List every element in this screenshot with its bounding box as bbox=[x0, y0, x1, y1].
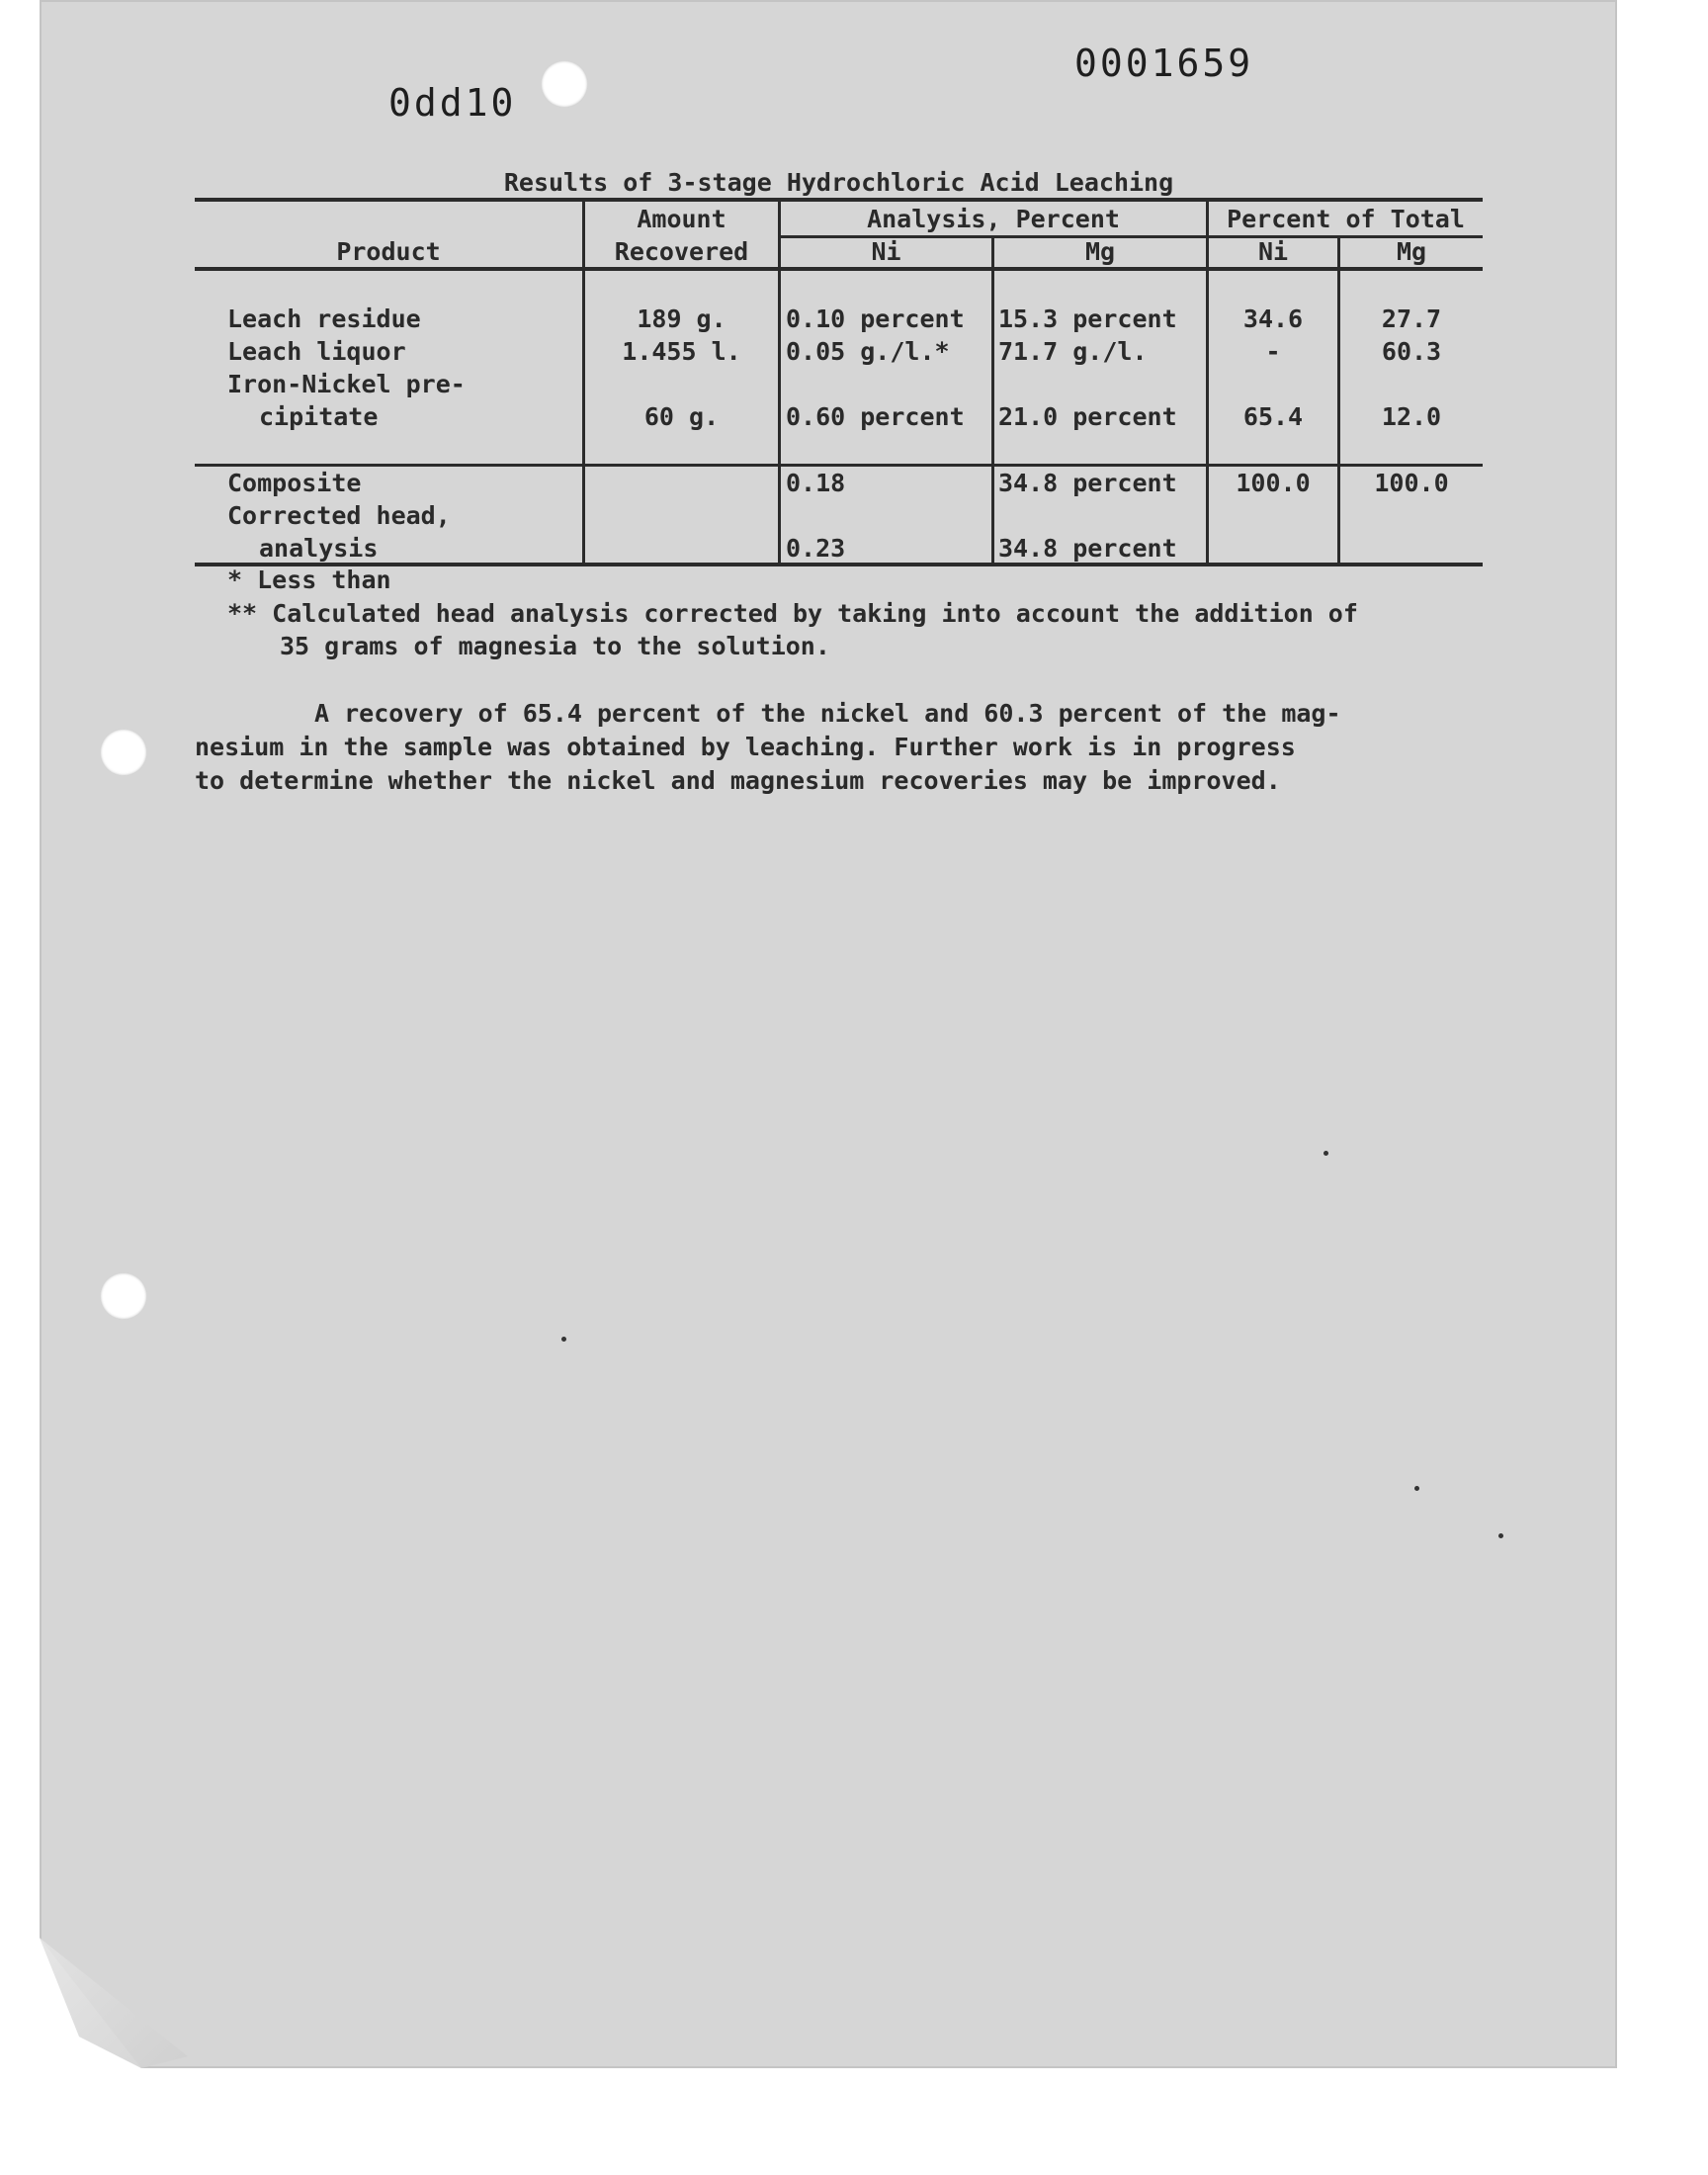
header-bottom-rule bbox=[195, 267, 1483, 271]
row2-ni: 0.05 g./l.* bbox=[786, 337, 950, 366]
body-paragraph-line2: nesium in the sample was obtained by leaching. Further work is in progress bbox=[195, 733, 1296, 761]
footnote-star: * Less than bbox=[227, 566, 391, 594]
row1-product: Leach residue bbox=[227, 304, 421, 333]
row2-product: Leach liquor bbox=[227, 337, 406, 366]
header-product: Product bbox=[336, 237, 441, 266]
footnote-double-star-line1: ** Calculated head analysis corrected by taking into account the addition of bbox=[227, 599, 1358, 628]
row1-pct-ni: 34.6 bbox=[1242, 304, 1304, 333]
row3-pct-ni: 65.4 bbox=[1242, 402, 1304, 431]
body-bottom-rule bbox=[195, 464, 1483, 467]
row1-mg: 15.3 percent bbox=[998, 304, 1177, 333]
corrected-ni: 0.23 bbox=[786, 534, 846, 563]
composite-mg: 34.8 percent bbox=[998, 469, 1177, 497]
speck bbox=[1414, 1486, 1419, 1491]
speck bbox=[1498, 1533, 1503, 1538]
col-divider-5 bbox=[1337, 237, 1340, 565]
composite-pct-mg: 100.0 bbox=[1374, 469, 1449, 497]
punch-hole-middle bbox=[100, 729, 147, 776]
row2-amount: 1.455 l. bbox=[622, 337, 741, 366]
row2-pct-ni: - bbox=[1265, 337, 1281, 366]
corrected-mg: 34.8 percent bbox=[998, 534, 1177, 563]
page-stamp-left: 0dd10 bbox=[388, 81, 517, 125]
composite-pct-ni: 100.0 bbox=[1236, 469, 1311, 497]
row1-ni: 0.10 percent bbox=[786, 304, 965, 333]
row3-pct-mg: 12.0 bbox=[1381, 402, 1442, 431]
punch-hole-bottom bbox=[100, 1272, 147, 1320]
header-total-ni: Ni bbox=[1257, 237, 1289, 266]
row2-mg: 71.7 g./l. bbox=[998, 337, 1148, 366]
row1-pct-mg: 27.7 bbox=[1381, 304, 1442, 333]
header-amount-line2: Recovered bbox=[614, 237, 749, 266]
header-analysis-group: Analysis, Percent bbox=[867, 205, 1120, 233]
body-paragraph-line1: A recovery of 65.4 percent of the nickel and 60.3 percent of the mag- bbox=[314, 699, 1341, 728]
row3-ni: 0.60 percent bbox=[786, 402, 965, 431]
header-total-mg: Mg bbox=[1396, 237, 1427, 266]
row3-product-line2: cipitate bbox=[259, 402, 379, 431]
header-analysis-mg: Mg bbox=[1084, 237, 1116, 266]
header-amount-line1: Amount bbox=[637, 205, 726, 233]
row1-amount: 189 g. bbox=[637, 304, 726, 333]
composite-ni: 0.18 bbox=[786, 469, 846, 497]
footnote-double-star-line2: 35 grams of magnesia to the solution. bbox=[280, 632, 830, 660]
corrected-product-line2: analysis bbox=[259, 534, 379, 563]
table-title: Results of 3-stage Hydrochloric Acid Leaching bbox=[503, 168, 1174, 197]
punch-hole-top bbox=[541, 60, 588, 108]
header-total-group: Percent of Total bbox=[1227, 205, 1465, 233]
speck bbox=[1324, 1151, 1328, 1156]
corrected-product-line1: Corrected head, bbox=[227, 501, 451, 530]
col-divider-3 bbox=[991, 237, 994, 565]
composite-product: Composite bbox=[227, 469, 362, 497]
table-top-rule bbox=[195, 198, 1483, 202]
speck bbox=[561, 1337, 566, 1342]
header-analysis-ni: Ni bbox=[871, 237, 901, 266]
row2-pct-mg: 60.3 bbox=[1381, 337, 1442, 366]
row3-amount: 60 g. bbox=[643, 402, 720, 431]
page-stamp-right: 0001659 bbox=[1074, 42, 1254, 85]
row3-mg: 21.0 percent bbox=[998, 402, 1177, 431]
row3-product-line1: Iron-Nickel pre- bbox=[227, 370, 466, 398]
body-paragraph-line3: to determine whether the nickel and magnesium recoveries may be improved. bbox=[195, 766, 1281, 795]
